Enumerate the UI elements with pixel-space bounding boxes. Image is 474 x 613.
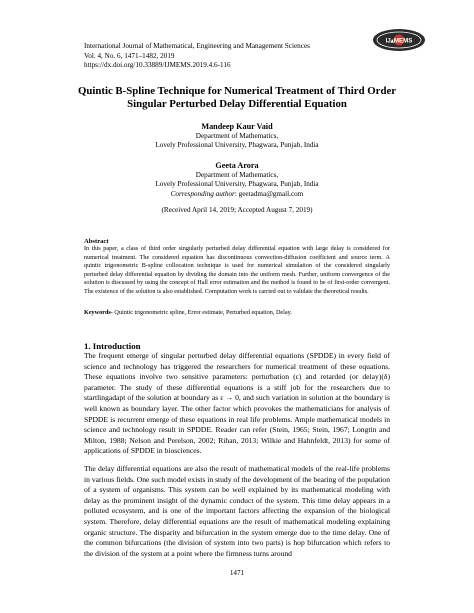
corresponding-label: Corresponding author <box>170 189 235 198</box>
author-affiliation: Lovely Professional University, Phagwara, Punjab, India <box>155 180 319 189</box>
received-dates: (Received April 14, 2019; Accepted August 7, 2019) <box>161 206 313 214</box>
body-paragraph: The frequent emerge of singular perturbed delay differential equations (SPDDE) in every field of science and technology has triggered the researchers for numerical treatment of these equations. These equations involve two sensitive parameters: perturbation (ε) and retarded (or delay)(δ) parameter. The study of these differential equations is a stiff job for the researchers due to startlingadapt of the solution at boundary as ε → 0, and such variation in solution at the boundary is well known as boundary layer. The other factor which provokes the mathematicians for analysis of SPDDE is recurrent emerge of these equations in real life problems. Ample mathematical models in science and technology result in SPDDE. Reader can refer (Stein, 1965; Stein, 1967; Longtin and Milton, 1988; Nelson and Perelson, 2002; Rihan, 2013; Wilkie and Hahnfeldt, 2013) for some of applications of SPDDE in biosciences. <box>84 351 390 456</box>
logo-text: IJ▴MEMS <box>385 37 413 45</box>
journal-doi: https://dx.doi.org/10.33889/IJMEMS.2019.4.6-116 <box>84 61 231 70</box>
author-department: Department of Mathematics, <box>195 132 279 140</box>
author-affiliation: Lovely Professional University, Phagwara, Punjab, India <box>155 141 319 150</box>
author-department: Department of Mathematics, <box>195 171 279 179</box>
author-block-2 <box>60 160 414 199</box>
abstract-heading: Abstract <box>84 238 109 245</box>
author-name: Geeta Arora <box>215 161 259 170</box>
abstract-text: In this paper, a class of third order singularly perturbed delay differential equation with large delay is considered for numerical treatment. The considered equation has discontinuous convection-diffusion coefficient and source term. A quintic trigonometric B-spline collocation technique is used for numerical simulation of the considered singularly perturbed delay differential equation by dividing the domain into the uniform mesh. Further, uniform convergence of the solution is discussed by using the concept of Hall error estimation and the method is found to be of first-order convergent. The existence of the solution is also established. Computation work is carried out to validate the theoretical results. <box>84 245 390 295</box>
journal-logo-mark <box>372 28 426 52</box>
title-line-2: Singular Perturbed Delay Differential Equation <box>127 98 347 111</box>
corresponding-author <box>60 190 414 199</box>
corresponding-email[interactable]: : geetadma@gmail.com <box>234 189 304 198</box>
author-name: Mandeep Kaur Vaid <box>201 122 273 131</box>
keywords-text: Quintic trigonometric spline, Error estimate, Perturbed equation, Delay. <box>112 309 292 316</box>
author-block-1 <box>60 121 414 151</box>
title-line-1: Quintic B-Spline Technique for Numerical Treatment of Third Order <box>77 85 397 97</box>
journal-name: International Journal of Mathematical, Engineering and Management Sciences <box>84 42 310 50</box>
body-paragraph: The delay differential equations are also the result of mathematical models of the real-life problems in various fields. One such model exists in study of the development of the bearing of the population of a system of organisms. This system can be well explained by its mathematical modeling with delay as the prominent insight of the dynamic conduct of the system. This time delay appears in a polluted ecosystem, and is one of the important factors affecting the expansion of the biological system. Therefore, delay differential equations are the result of mathematical modeling explaining organic structure. The disparity and bifurcation in the system emerge due to the time delay. One of the common bifurcations (the division of system into two parts) is hop bifurcation which refers to the division of the system at a point where the firmness turns around <box>84 464 390 558</box>
journal-info <box>84 42 384 71</box>
paper-title <box>60 85 414 111</box>
section-heading: 1. Introduction <box>84 341 141 351</box>
journal-volume: Vol. 4, No. 6, 1471–1482, 2019 <box>84 51 175 60</box>
journal-logo <box>372 28 426 52</box>
page-number: 1471 <box>229 569 245 577</box>
keywords <box>84 309 390 318</box>
keywords-label: Keywords- <box>84 309 113 316</box>
